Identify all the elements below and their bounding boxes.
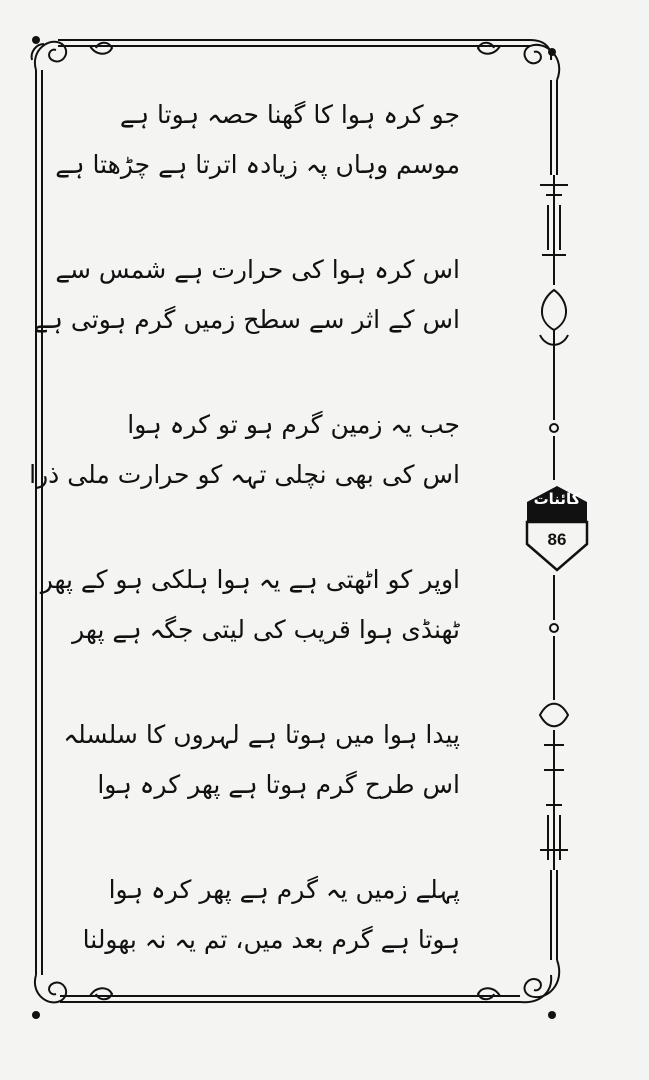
stanza: [82, 865, 460, 1020]
stanza: [40, 555, 460, 710]
poem-line: اوپر کو اٹھتی ہے یہ ہوا ہلکی ہو کے پھر: [40, 565, 460, 594]
poem-line: موسم وہاں پہ زیادہ اترتا ہے چڑھتا ہے: [55, 150, 460, 179]
poem-line: ہوتا ہے گرم بعد میں، تم یہ نہ بھولنا: [82, 925, 460, 954]
poem-body: [29, 90, 460, 1020]
stanza: [29, 400, 460, 555]
stanza: [33, 245, 460, 400]
poem-line: اس کی بھی نچلی تہہ کو حرارت ملی ذرا: [29, 460, 460, 489]
poem-line: پہلے زمیں یہ گرم ہے پھر کرہ ہوا: [108, 875, 460, 904]
page-number: 86: [547, 530, 567, 549]
poem-line: جب یہ زمین گرم ہو تو کرہ ہوا: [127, 410, 460, 439]
poem-line: پیدا ہوا میں ہوتا ہے لہروں کا سلسلہ: [63, 720, 460, 749]
poem-line: جو کرہ ہوا کا گھنا حصہ ہوتا ہے: [119, 100, 460, 129]
stanza: [63, 710, 460, 865]
badge-title: کائنات: [533, 490, 581, 508]
poem-line: اس کرہ ہوا کی حرارت ہے شمس سے: [55, 255, 460, 284]
poem-line: اس طرح گرم ہوتا ہے پھر کرہ ہوا: [97, 770, 460, 799]
poem-line: ٹھنڈی ہوا قریب کی لیتی جگہ ہے پھر: [72, 615, 460, 644]
stanza: [55, 90, 460, 245]
page-number-badge: [521, 482, 593, 574]
poem-line: اس کے اثر سے سطح زمیں گرم ہوتی ہے: [33, 305, 460, 334]
